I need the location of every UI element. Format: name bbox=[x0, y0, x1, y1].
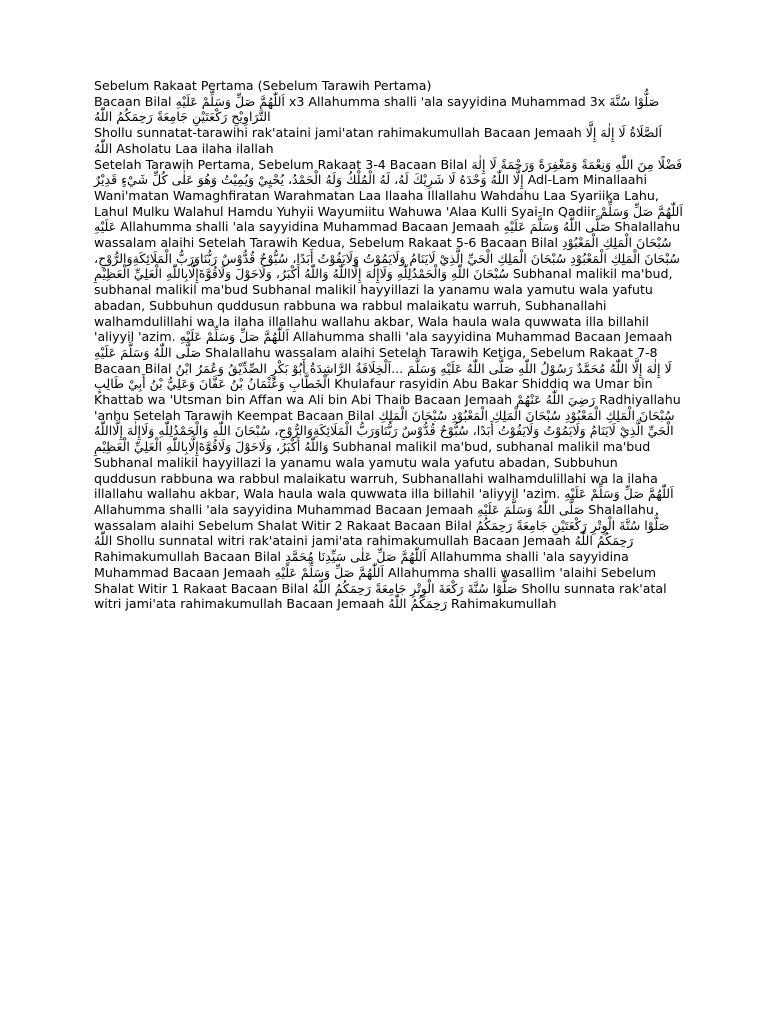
arabic-text: فَضْلًا مِنَ اللّٰهِ وَنِعْمَةً وَمَغْفِرَةً وَرَحْمَةً لَا إِلٰهَ إِلَّا اللّٰهُ وَحْدَهُ لَا شَرِيْكَ لَهُ، لَهُ الْمُلْكُ وَلَهُ الْحَمْدُ، يُحْيِيْ وَيُمِيْتُ وَهُوَ عَلٰى كُلِّ شَيْءٍ قَدِيْرٌ bbox=[94, 156, 683, 188]
latin-text: Shollu sunnatal witri rak'ataini jami'ata rahimakumullah Bacaan Jemaah bbox=[112, 533, 575, 549]
latin-text: Shalallahu wassalam alaihi Setelah Tarawih Ketiga, Sebelum Rakaat 7-8 Bacaan Bilal bbox=[94, 344, 658, 376]
arabic-text: صَلَّى اللّٰهُ وَسَلَّمَ عَلَيْهِ bbox=[94, 344, 202, 360]
latin-text: Rahimakumullah bbox=[447, 596, 557, 612]
latin-text: Shalallahu wassalam alaihi Setelah Tarawih Kedua, Sebelum Rakaat 5-6 Bacaan Bilal bbox=[94, 219, 681, 251]
arabic-text: صَلَّى اللّٰهُ وَسَلَّمَ عَلَيْهِ bbox=[477, 501, 585, 517]
latin-text: Subhanal malikil ma'bud, subhanal malikil ma'bud Subhanal malikil hayyillazi la yanamu wala yamutu wala yafutu abadan, Subbuhun quddusun rabbuna wa rabbul malaikatu warruh, Subhanallahi walhamdulillahi wa la ilaha illallahu wallahu akbar, Wala haula wala quwwata illa billahil 'aliyyil 'azim. bbox=[94, 266, 673, 345]
document-body bbox=[94, 78, 684, 612]
arabic-text: اَللّٰهُمَّ صَلِّ وَسَلِّمْ عَلَيْهِ bbox=[175, 93, 285, 109]
arabic-text: رَضِيَ اللّٰهُ عَنْهُمْ bbox=[516, 392, 596, 408]
latin-text: Allahumma shalli 'ala sayyidina Muhammad Bacaan Jemaah bbox=[116, 219, 504, 235]
paragraph bbox=[94, 78, 684, 94]
latin-text: Bacaan Bilal bbox=[94, 93, 176, 109]
latin-text: Sebelum Rakaat Pertama (Sebelum Tarawih Pertama) bbox=[94, 78, 432, 93]
latin-text: Shalallahu wassalam alaihi Sebelum Shalat Witir 2 Rakaat Bacaan Bilal bbox=[94, 501, 654, 533]
arabic-text: صَلُّوْا سُنَّةَ التَّرَاوِيْحِ رَكْعَتَيْنِ جَامِعَةً رَحِمَكُمُ اللّٰهُ bbox=[94, 93, 660, 125]
arabic-text: اَللّٰهُمَّ صَلِّ وَسَلِّمْ عَلَيْهِ bbox=[564, 486, 674, 502]
arabic-text: صَلَّى اللّٰهُ وَسَلَّمَ عَلَيْهِ bbox=[503, 219, 611, 235]
latin-text: Asholatu Laa ilaha ilallah bbox=[112, 140, 274, 156]
latin-text: Shollu sunnata rak'atal witri jami'ata rahimakumullah Bacaan Jemaah bbox=[94, 580, 667, 612]
latin-text: Radhiyallahu 'anhu Setelah Tarawih Keempat Bacaan Bilal bbox=[94, 392, 681, 423]
arabic-text: اَلصَّلَاةُ لَا إِلٰهَ إِلَّا اللّٰهُ bbox=[94, 125, 663, 156]
arabic-text: اَللّٰهُمَّ صَلِّ وَسَلِّمْ عَلَيْهِ bbox=[179, 329, 290, 345]
arabic-text: اَللّٰهُمَّ صَلِّ وَسَلِّمْ عَلَيْهِ bbox=[94, 203, 683, 235]
latin-text: Khulafaur rasyidin Abu Bakar Shiddiq wa Umar bin Khattab wa 'Utsman bin Affan wa Ali bin Abi Thaib Bacaan Jemaah bbox=[94, 376, 653, 408]
arabic-text: اَللّٰهُمَّ صَلِّ وَسَلِّمْ عَلَيْهِ bbox=[274, 564, 385, 580]
latin-text: Allahumma shalli 'ala sayyidina Muhammad Bacaan Jemaah bbox=[94, 549, 629, 580]
paragraph bbox=[94, 94, 684, 125]
latin-text: Rahimakumullah Bacaan Bilal bbox=[94, 549, 286, 565]
arabic-text: صَلُّوْا سُنَّةَ الْوِتْرِ رَكْعَتَيْنِ جَامِعَةً رَحِمَكُمُ اللّٰهُ bbox=[94, 517, 670, 549]
arabic-text: سُبْحَانَ الْمَلِكِ الْمَعْبُوْدِ سُبْحَانَ الْمَلِكِ الْمَعْبُوْدِ سُبْحَانَ الْمَلِكِ الْحَيِّ الَّذِيْ لَايَنَامُ وَلَايَمُوْتُ وَلَايَفُوْتُ أَبَدًا، سُبُّوْحٌ قُدُّوْسٌ رَبُّنَاوَرَبُّ الْمَلَائِكَةِوَالرُّوْحِ، سُبْحَانَ اللّٰهِ وَالْحَمْدُلِلّٰهِ وَلَاإِلٰهَ إِلَّااللّٰهُ وَاللّٰهُ أَكْبَرُ، وَلَاحَوْلَ وَلَاقُوَّةَإِلَّابِاللّٰهِ الْعَلِيِّ الْعَظِيْمِ bbox=[94, 407, 675, 455]
latin-text: Allahumma shalli 'ala sayyidina Muhammad Bacaan Jemaah bbox=[94, 501, 478, 517]
arabic-text: لَا إِلٰهَ إِلَّا اللّٰهُ مُحَمَّدٌ رَسُوْلُ اللّٰهِ صَلَّى اللّٰهُ عَلَيْهِ وَسَلَّمَ ...اَلْخِلَافَةُ الرَّاشِدَةُ أَبُوْ بَكْرٍ الصِّدِّيْقُ وَعُمَرُ ابْنُ الْخَطَّابِ وَعُثْمَانُ بْنُ عَفَّانَ وَعَلِيُّ بْنُ أَبِيْ طَالِبٍ bbox=[94, 360, 672, 392]
latin-text: Allahumma shalli wasallim 'alaihi Sebelum Shalat Witir 1 Rakaat Bacaan Bilal bbox=[94, 564, 657, 596]
paragraph bbox=[94, 125, 684, 156]
latin-text: Adl-Lam Minallaahi Wani'matan Wamaghfiratan Warahmatan Laa Ilaaha Illallahu Wahdahu Laa Syariika Lahu, Lahul Mulku Walahul Hamdu Yuhyii Wayumiitu Wahuwa 'Alaa Kulli Syai-In Qadiir bbox=[94, 172, 659, 219]
latin-text: Allahumma shalli 'ala sayyidina Muhammad Bacaan Jemaah bbox=[289, 329, 673, 345]
arabic-text: رَحِمَكُمُ اللّٰهُ bbox=[388, 596, 448, 612]
arabic-text: رَحِمَكُمُ اللّٰهُ bbox=[574, 533, 634, 549]
arabic-text: صَلُّوْا سُنَّةَ رَكْعَةَ الْوِتْرِ جَامِعَةً رَحِمَكُمُ اللّٰهُ bbox=[312, 580, 518, 596]
arabic-text: سُبْحَانَ الْمَلِكِ الْمَعْبُوْدِ سُبْحَانَ الْمَلِكِ الْمَعْبُوْدِ سُبْحَانَ الْمَلِكِ الْحَيِّ الَّذِيْ لَايَنَامُ وَلَايَمُوْتُ وَلَايَفُوْتُ أَبَدًا، سُبُّوْحٌ قُدُّوْسٌ رَبُّنَاوَرَبُّ الْمَلَائِكَةِوَالرُّوْحِ، سُبْحَانَ اللّٰهِ وَالْحَمْدُلِلّٰهِ وَلَاإِلٰهَ إِلَّااللّٰهُ وَاللّٰهُ أَكْبَرُ، وَلَاحَوْلَ وَلَاقُوَّةَإِلَّابِاللّٰهِ الْعَلِيِّ الْعَظِيْمِ bbox=[94, 235, 680, 282]
paragraph bbox=[94, 157, 684, 612]
arabic-text: اَللّٰهُمَّ صَلِّ عَلٰى سَيِّدِنَا مُحَمَّدٍ bbox=[285, 549, 427, 565]
latin-text: Shollu sunnatat-tarawihi rak'ataini jami'atan rahimakumullah Bacaan Jemaah bbox=[94, 125, 586, 141]
latin-text: Subhanal malikil ma'bud, subhanal malikil ma'bud Subhanal malikil hayyillazi la yanamu wala yamutu wala yafutu abadan, Subbuhun quddusun rabbuna wa rabbul malaikatu warruh, Subhanallahi walhamdulillahi wa la ilaha illallahu wallahu akbar, Wala haula wala quwwata illa billahil 'aliyyil 'azim. bbox=[94, 439, 658, 502]
latin-text: x3 Allahumma shalli 'ala sayyidina Muhammad 3x bbox=[284, 93, 610, 109]
latin-text: Setelah Tarawih Pertama, Sebelum Rakaat 3-4 Bacaan Bilal bbox=[94, 156, 472, 172]
